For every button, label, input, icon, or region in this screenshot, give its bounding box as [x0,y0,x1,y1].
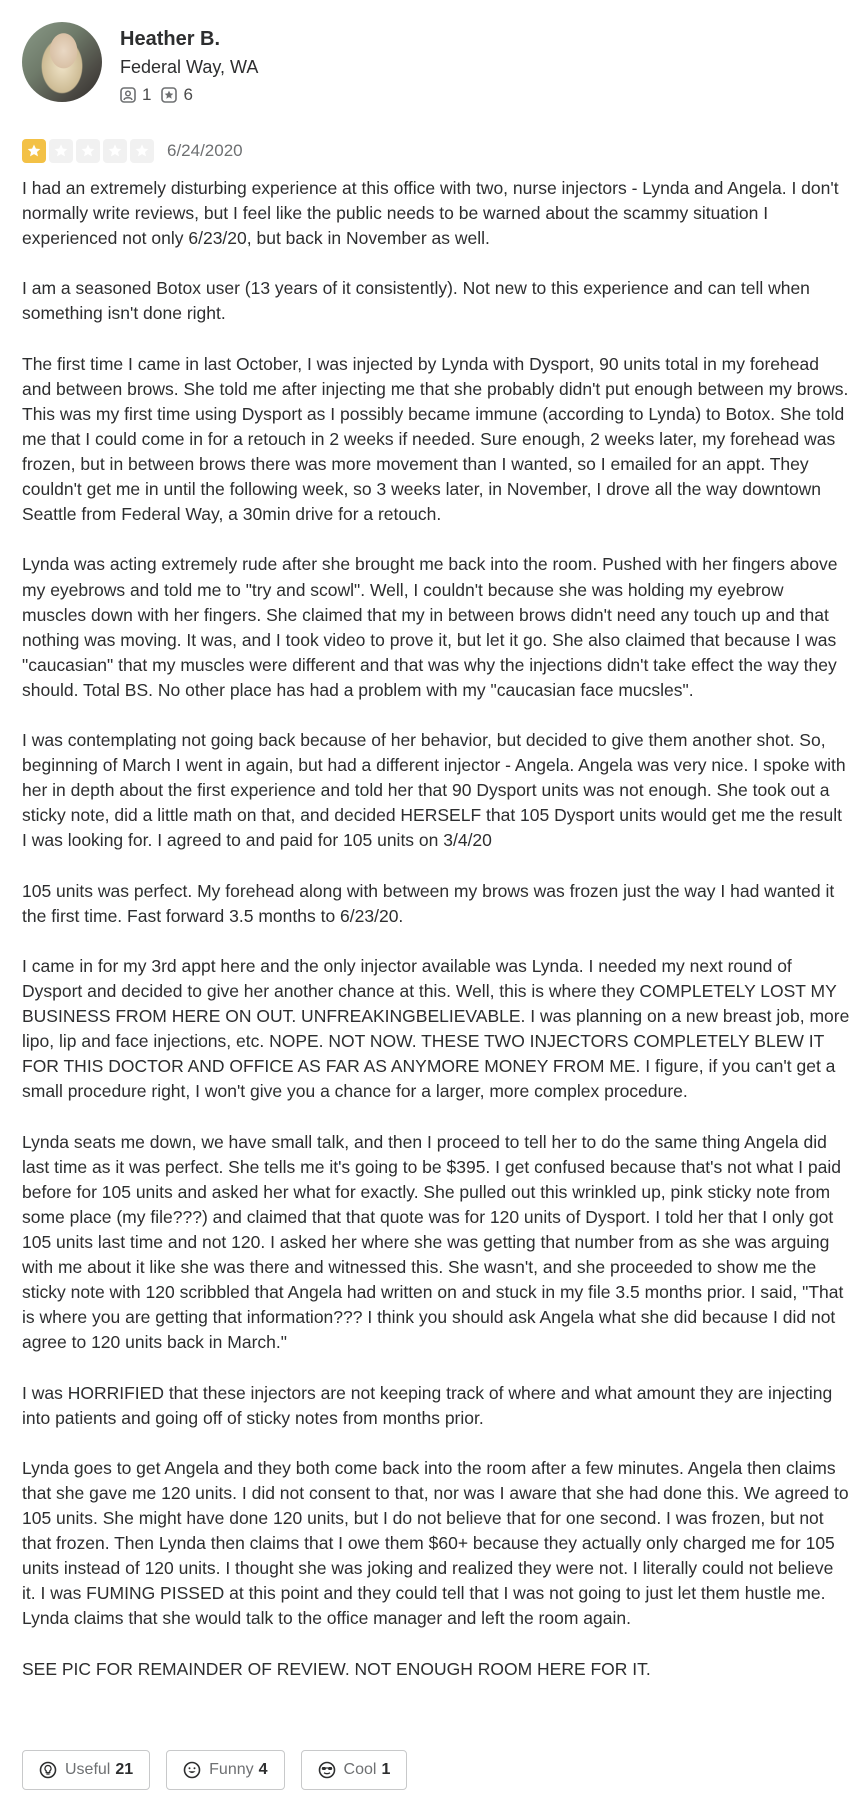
star-filled-icon [22,139,46,163]
useful-count: 21 [115,1761,134,1778]
user-name[interactable]: Heather B. [120,28,221,50]
avatar[interactable] [22,22,102,102]
review-paragraph: 105 units was perfect. My forehead along with between my brows was frozen just the way I had wanted it the first time. Fast forward 3.5 months to 6/23/20. [22,880,835,926]
useful-label: Useful [65,1761,111,1778]
funny-label: Funny [209,1761,254,1778]
star-review-icon [161,87,177,103]
star-empty-icon [103,139,127,163]
review-paragraph: I came in for my 3rd appt here and the only injector available was Lynda. I needed my next round of Dysport and decided to give her another chance at this. Well, this is where they COMPLETELY LOST MY BUSINESS FROM HERE ON OUT. UNFREAKINGBELIEVABLE. I was planning on a new breast job, more lipo, lip and face injections, etc. NOPE. NOT NOW. THESE TWO INJECTORS COMPLETELY BLEW IT FOR THIS DOCTOR AND OFFICE AS FAR AS ANYMORE MONEY FROM ME. I figure, if you can't get a small procedure right, I won't give you a chance for a larger, more complex procedure. [22,955,850,1102]
user-location: Federal Way, WA [120,57,259,77]
review-paragraph: Lynda seats me down, we have small talk, and then I proceed to tell her to do the same thing Angela did last time as it was perfect. She tells me it's going to be $395. I get confused because that's not what I paid before for 105 units and asked her what for exactly. She pulled out this wrinkled up, pink sticky note from some place (my file???) and claimed that that quote was for 120 units of Dysport. I told her that I only got 105 units last time and not 120. I asked her where she was getting that number from as she was arguing with me about it like she was there and witnessed this. She wasn't, and she proceeded to show me the sticky note with 120 scribbled that Angela had written on and stuck in my file 3.5 months prior. I said, "That is where you are getting that information??? I think you should ask Angela what she did because I did not agree to 120 units back in March." [22,1131,844,1353]
review-paragraph: SEE PIC FOR REMAINDER OF REVIEW. NOT ENOUGH ROOM HERE FOR IT. [22,1658,651,1679]
review-date: 6/24/2020 [167,141,243,160]
useful-button[interactable] [22,1750,150,1790]
review-paragraph: I was HORRIFIED that these injectors are not keeping track of where and what amount they are injecting into patients and going off of sticky notes from months prior. [22,1382,833,1428]
review-paragraph: Lynda was acting extremely rude after she brought me back into the room. Pushed with her fingers above my eyebrows and told me to "try and scowl". Well, I couldn't because she was holding my eyebrow muscles down with her fingers. She claimed that my in between brows didn't need any touch up and that nothing was moving. It was, and I took video to prove it, but let it go. She also claimed that because I was "caucasian" that my muscles were different and that was why the injections didn't take effect the way they should. Total BS. No other place has had a problem with my "caucasian face mucsles". [22,554,838,700]
star-empty-icon [49,139,73,163]
star-empty-icon [76,139,100,163]
user-info [120,22,258,105]
cool-count: 1 [381,1761,391,1778]
review-paragraph: Lynda goes to get Angela and they both come back into the room after a few minutes. Angela then claims that she gave me 120 units. I did not consent to that, nor was I aware that she had done this. We agreed to 105 units. She might have done 120 units, but I do not believe that for one second. I was frozen, but not that frozen. Then Lynda then claims that I owe them $60+ because they actually only charged me for 105 units instead of 120 units. I thought she was joking and realized they were not. I literally could not believe it. I was FUMING PISSED at this point and they could tell that I was not going to just let them hustle me. Lynda claims that she would talk to the office manager and left the room again. [22,1457,849,1629]
review-paragraph: The first time I came in last October, I was injected by Lynda with Dysport, 90 units total in my forehead and between brows. She told me after injecting me that she probably didn't put enough between my brows. This was my first time using Dysport as I possibly became immune (according to Lynda) to Botox. She told me that I could come in for a retouch in 2 weeks if needed. Sure enough, 2 weeks later, my forehead was frozen, but in between brows there was more movement than I wanted, so I emailed for an appt. They couldn't get me in until the following week, so 3 weeks later, in November, I drove all the way downtown Seattle from Federal Way, a 30min drive for a retouch. [22,353,849,525]
friends-icon [120,87,136,103]
rating-row [22,138,841,164]
friends-count: 1 [142,85,152,104]
smile-icon [183,1761,201,1779]
review-paragraph: I am a seasoned Botox user (13 years of it consistently). Not new to this experience and can tell when something isn't done right. [22,278,810,324]
reaction-buttons [22,1750,423,1790]
review-paragraph: I was contemplating not going back because of her behavior, but decided to give them another shot. So, beginning of March I went in again, but had a different injector - Angela. Angela was very nice. I spoke with her in depth about the first experience and told her that 90 Dysport units was not enough. She took out a sticky note, did a little math on that, and decided HERSELF that 105 Dysport units would get me the result I was looking for. I agreed to and paid for 105 units on 3/4/20 [22,730,846,851]
sunglasses-icon [318,1761,336,1779]
user-stats [120,85,258,105]
reviews-stat [161,85,192,105]
funny-button[interactable] [166,1750,284,1790]
star-empty-icon [130,139,154,163]
review-paragraph: I had an extremely disturbing experience at this office with two, nurse injectors - Lynda and Angela. I don't normally write reviews, but I feel like the public needs to be warned about the scammy situation I experienced not only 6/23/20, but back in November as well. [22,178,839,249]
reviews-count: 6 [183,85,193,104]
cool-label: Cool [343,1761,377,1778]
lightbulb-icon [39,1761,57,1779]
user-header [22,22,841,104]
friends-stat [120,85,151,105]
star-rating [22,139,157,163]
funny-count: 4 [258,1761,268,1778]
cool-button[interactable] [301,1750,408,1790]
review-text [22,176,850,1682]
